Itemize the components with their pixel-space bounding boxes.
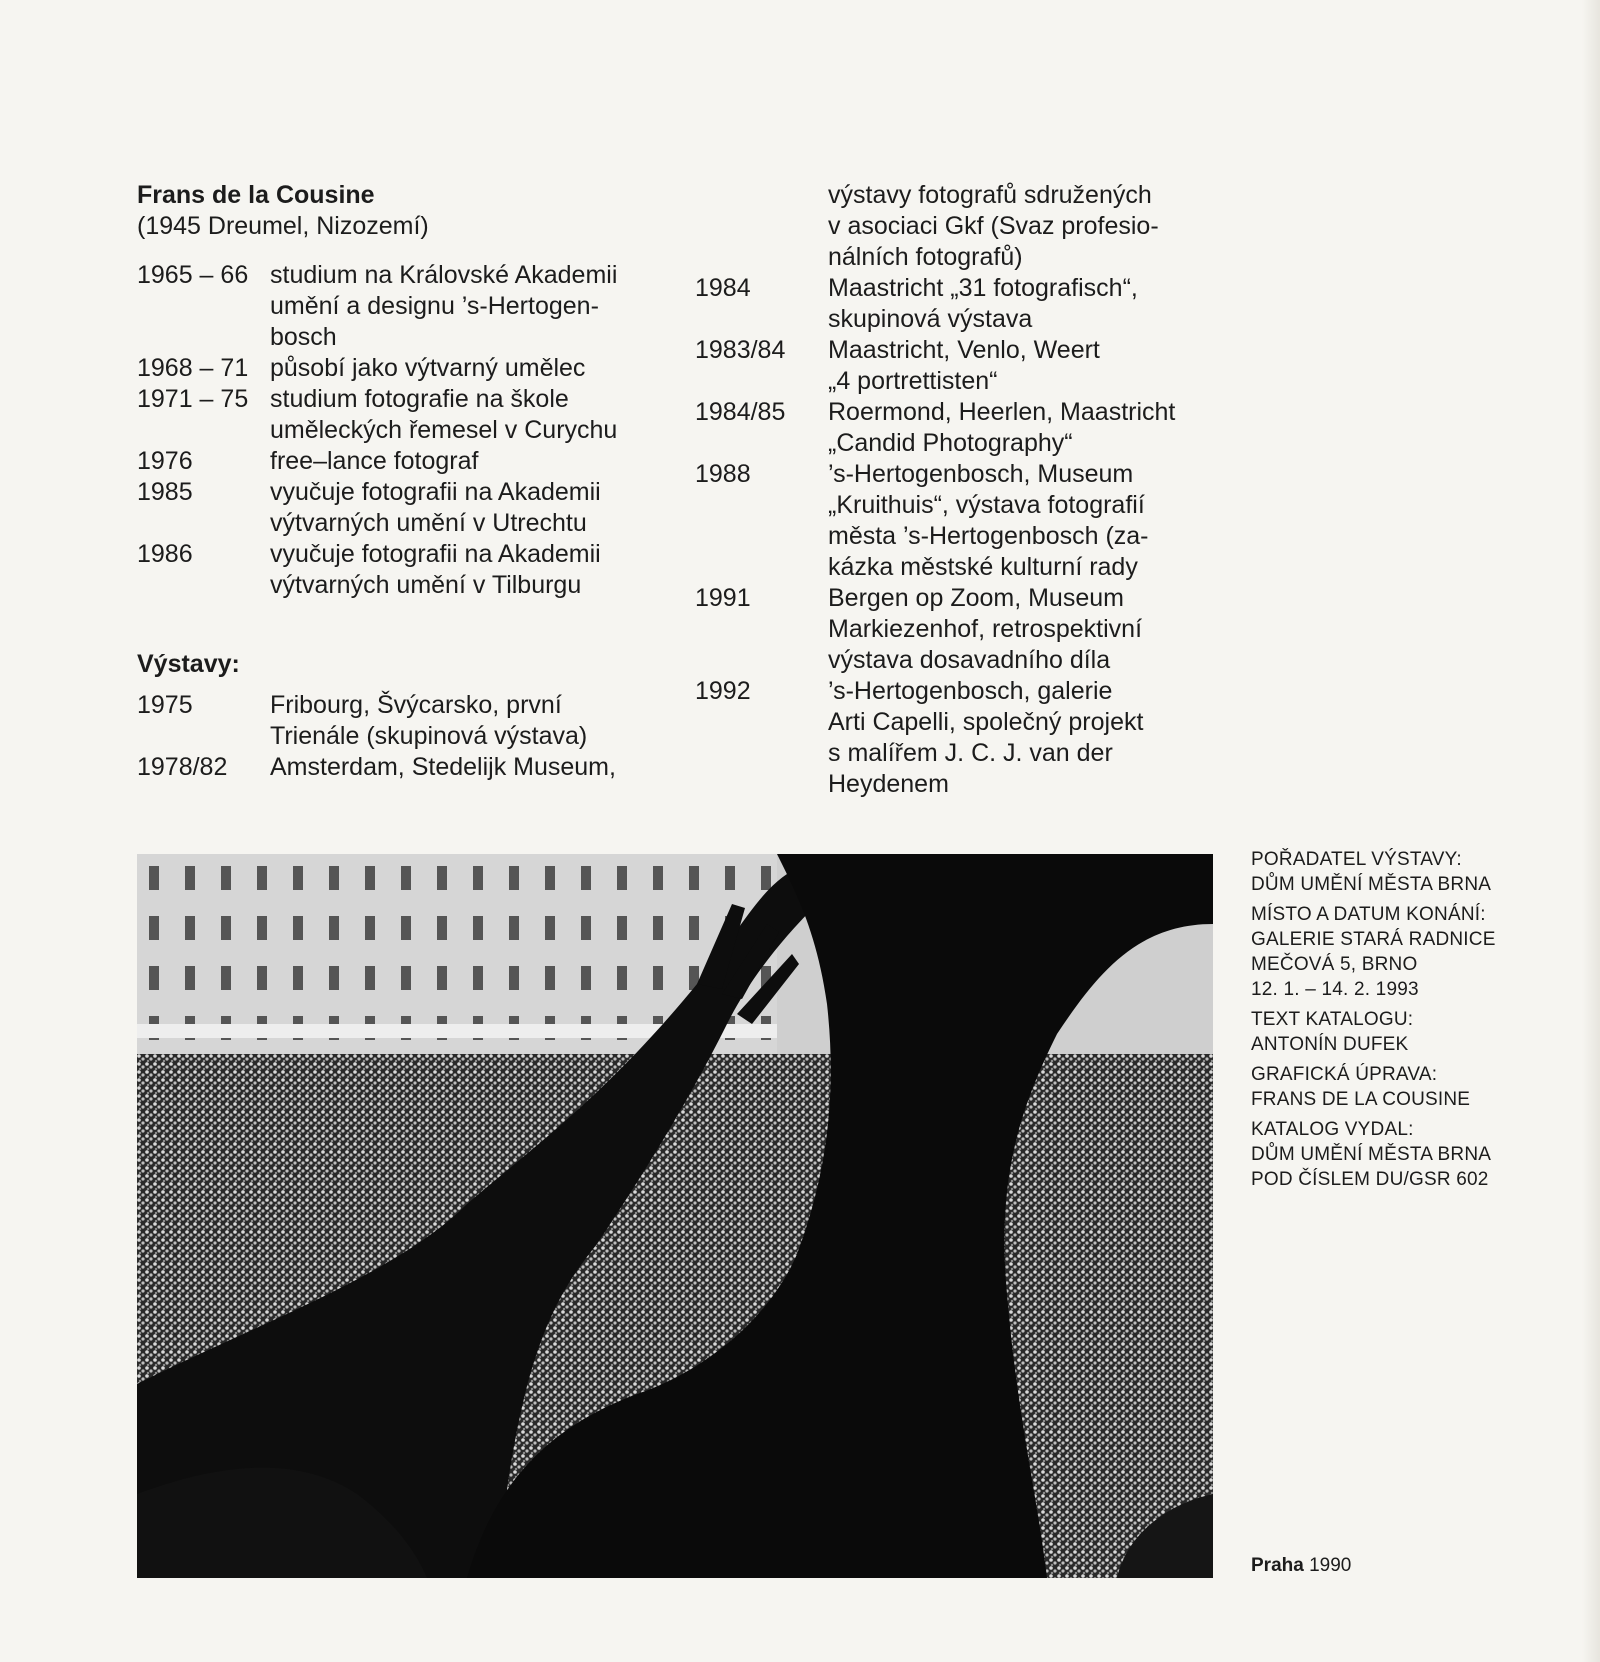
exhibitions-list-right [695,180,1235,800]
entry-text [828,397,1235,459]
entry-line: v asociaci Gkf (Svaz profesio- [828,212,1159,240]
exhibition-entry [695,180,1235,273]
career-entry [137,353,697,384]
entry-line: s malířem J. C. J. van der [828,739,1113,767]
exhibition-credits [1251,847,1551,1197]
exhibition-entry [137,690,697,752]
entry-line: ’s-Hertogenbosch, Museum [828,460,1134,488]
career-list [137,260,697,601]
entry-text [828,676,1235,800]
career-entry [137,446,697,477]
career-entry [137,477,697,539]
entry-year: 1978/82 [137,753,228,781]
credit-value: MEČOVÁ 5, BRNO [1251,954,1418,975]
entry-line: kázka městské kulturní rady [828,553,1138,581]
imprint-city: Praha [1251,1555,1304,1576]
entry-line: Amsterdam, Stedelijk Museum, [270,753,616,781]
entry-line: studium na Královské Akademii [270,261,618,289]
entry-text [270,384,697,446]
exhibition-entry [695,676,1235,800]
credit-block [1251,1062,1551,1112]
entry-year: 1986 [137,540,193,568]
entry-year: 1984 [695,274,751,302]
exhibition-entry [695,335,1235,397]
entry-line: Fribourg, Švýcarsko, první [270,691,562,719]
entry-year: 1984/85 [695,398,786,426]
entry-text [270,446,697,477]
entry-line: výstava dosavadního díla [828,646,1111,674]
credit-label: KATALOG VYDAL: [1251,1119,1414,1140]
entry-line: umění a designu ’s-Hertogen- [270,292,599,320]
entry-line: free–lance fotograf [270,447,479,475]
entry-year: 1988 [695,460,751,488]
entry-line: „4 portrettisten“ [828,367,998,395]
entry-year: 1971 – 75 [137,385,249,413]
credit-value: POD ČÍSLEM DU/GSR 602 [1251,1169,1489,1190]
imprint [1251,1555,1351,1577]
entry-line: vyučuje fotografii na Akademii [270,540,601,568]
credit-block [1251,847,1551,897]
credit-block [1251,1117,1551,1192]
exhibition-entry [137,752,697,783]
imprint-year: 1990 [1309,1555,1352,1576]
exhibition-entry [695,459,1235,583]
entry-line: ’s-Hertogenbosch, galerie [828,677,1113,705]
entry-line: působí jako výtvarný umělec [270,354,586,382]
entry-line: Maastricht, Venlo, Weert [828,336,1100,364]
entry-line: skupinová výstava [828,305,1033,333]
credit-value: ANTONÍN DUFEK [1251,1034,1409,1055]
entry-text [828,583,1235,676]
exhibition-entry [695,583,1235,676]
entry-year [695,180,828,273]
exhibition-entry [695,273,1235,335]
exhibition-entry [695,397,1235,459]
credit-value: GALERIE STARÁ RADNICE [1251,929,1496,950]
entry-line: nálních fotografů) [828,243,1023,271]
entry-text [828,273,1235,335]
credit-block [1251,1007,1551,1057]
entry-year: 1985 [137,478,193,506]
entry-line: Arti Capelli, společný projekt [828,708,1144,736]
page-edge [1582,0,1600,1662]
artist-origin: (1945 Dreumel, Nizozemí) [137,212,429,240]
entry-line: výtvarných umění v Tilburgu [270,571,582,599]
credit-label: POŘADATEL VÝSTAVY: [1251,849,1462,870]
entry-text [270,353,697,384]
career-entry [137,260,697,353]
entry-line: studium fotografie na škole [270,385,569,413]
credit-value: FRANS DE LA COUSINE [1251,1089,1471,1110]
entry-line: „Kruithuis“, výstava fotografií [828,491,1145,519]
crowd-photograph [137,854,1213,1578]
entry-year: 1975 [137,691,193,719]
entry-text [270,752,697,783]
entry-line: výtvarných umění v Utrechtu [270,509,587,537]
entry-text [828,335,1235,397]
credit-value: 12. 1. – 14. 2. 1993 [1251,979,1419,1000]
entry-text [828,459,1235,583]
entry-line: bosch [270,323,337,351]
credit-value: DŮM UMĚNÍ MĚSTA BRNA [1251,874,1492,895]
entry-line: Trienále (skupinová výstava) [270,722,588,750]
entry-line: Maastricht „31 fotografisch“, [828,274,1138,302]
entry-line: výstavy fotografů sdružených [828,181,1152,209]
entry-text [270,260,697,353]
exhibitions-column-right [695,180,1235,800]
entry-line: Heydenem [828,770,949,798]
entry-line: „Candid Photography“ [828,429,1073,457]
entry-line: Roermond, Heerlen, Maastricht [828,398,1176,426]
entry-year: 1983/84 [695,336,786,364]
exhibitions-title: Výstavy: [137,650,240,678]
entry-year: 1992 [695,677,751,705]
entry-line: uměleckých řemesel v Curychu [270,416,618,444]
entry-line: vyučuje fotografii na Akademii [270,478,601,506]
credit-label: TEXT KATALOGU: [1251,1009,1414,1030]
career-entry [137,384,697,446]
entry-year: 1968 – 71 [137,354,249,382]
entry-line: Markiezenhof, retrospektivní [828,615,1143,643]
biography-column [137,180,697,783]
entry-text [828,180,1235,273]
entry-line: města ’s-Hertogenbosch (za- [828,522,1149,550]
photo-image [137,854,1213,1578]
artist-name: Frans de la Cousine [137,181,375,209]
exhibitions-list-left [137,690,697,783]
credit-value: DŮM UMĚNÍ MĚSTA BRNA [1251,1144,1492,1165]
entry-year: 1965 – 66 [137,261,249,289]
entry-line: Bergen op Zoom, Museum [828,584,1124,612]
entry-text [270,539,697,601]
entry-year: 1991 [695,584,751,612]
credit-label: MÍSTO A DATUM KONÁNÍ: [1251,904,1486,925]
career-entry [137,539,697,601]
entry-text [270,690,697,752]
entry-text [270,477,697,539]
credit-label: GRAFICKÁ ÚPRAVA: [1251,1064,1438,1085]
credit-block [1251,902,1551,1002]
entry-year: 1976 [137,447,193,475]
